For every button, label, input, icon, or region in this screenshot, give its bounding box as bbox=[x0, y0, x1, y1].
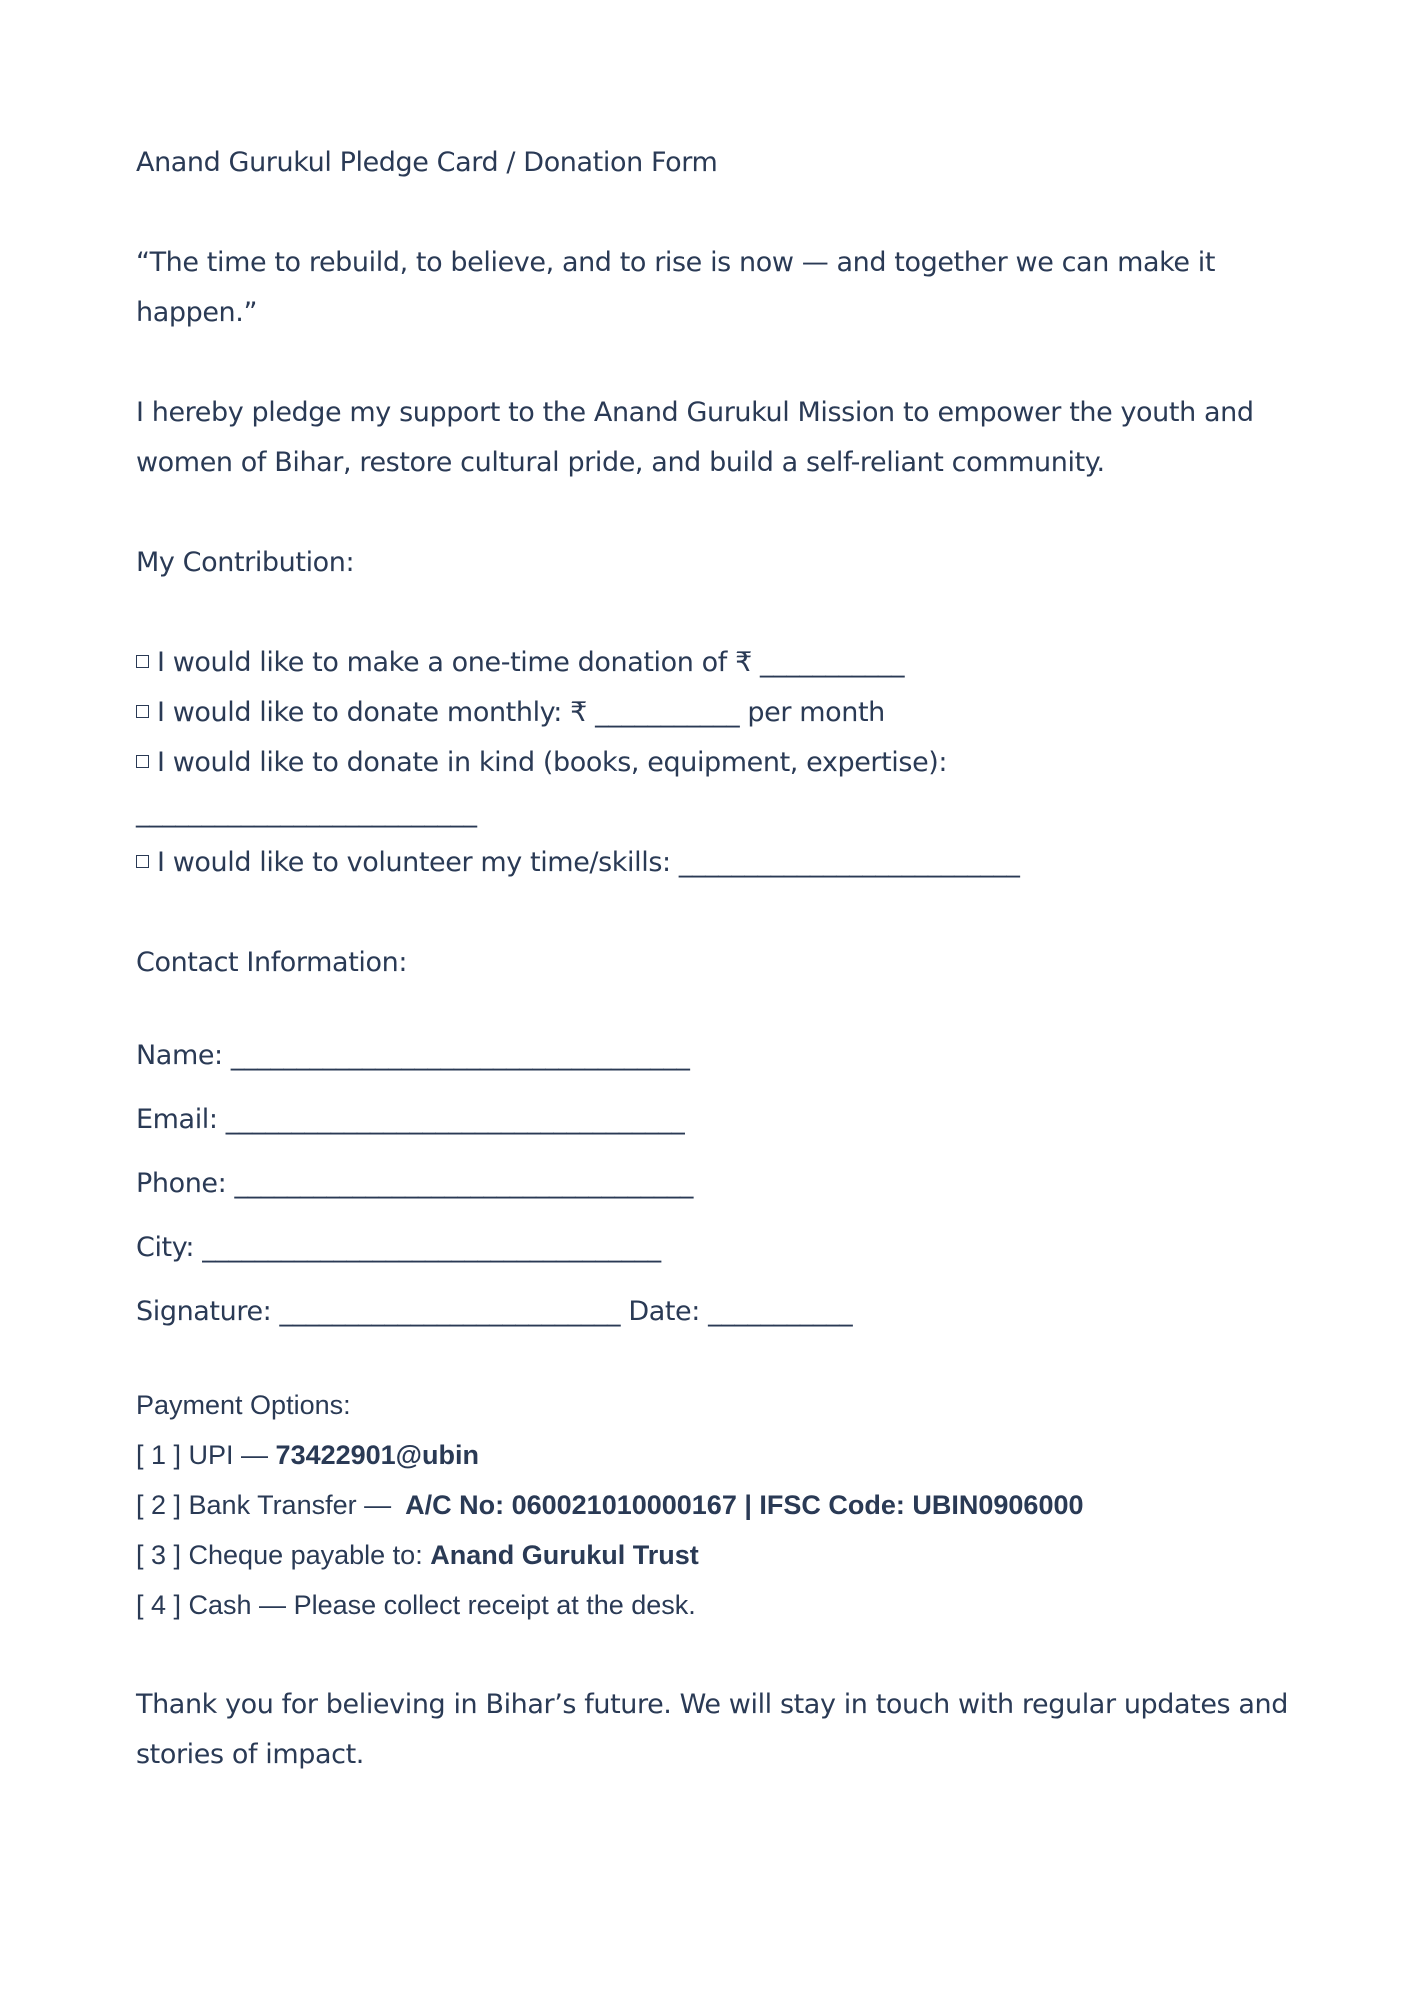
bank-details: A/C No: 060021010000167 | IFSC Code: UBIN0906000 bbox=[405, 1490, 1084, 1520]
cash-label: [ 4 ] Cash — bbox=[136, 1590, 294, 1620]
cheque-payee: Anand Gurukul Trust bbox=[430, 1540, 699, 1570]
signature-date-field[interactable]: Signature: __________________________ Date: ___________ bbox=[136, 1296, 853, 1327]
contribution-heading: My Contribution: bbox=[136, 547, 355, 578]
city-field[interactable]: City: ___________________________________ bbox=[136, 1232, 661, 1263]
pledge-line-1: I hereby pledge my support to the Anand Gurukul Mission to empower the youth and bbox=[136, 397, 1254, 428]
upi-label: [ 1 ] UPI — bbox=[136, 1440, 276, 1470]
option-monthly-label: I would like to donate monthly: ₹ ___________ per month bbox=[157, 697, 885, 728]
option-in-kind-label: I would like to donate in kind (books, equipment, expertise): bbox=[157, 747, 948, 778]
payment-heading: Payment Options: bbox=[136, 1390, 351, 1420]
payment-cash bbox=[136, 1580, 1296, 1630]
option-volunteer[interactable] bbox=[136, 838, 1296, 888]
cheque-label: [ 3 ] Cheque payable to: bbox=[136, 1540, 431, 1570]
pledge-form bbox=[136, 138, 1296, 1780]
checkbox-volunteer[interactable] bbox=[136, 855, 149, 868]
pledge-line-2: women of Bihar, restore cultural pride, and build a self-reliant community. bbox=[136, 447, 1105, 478]
in-kind-blank[interactable]: __________________________ bbox=[136, 797, 477, 828]
payment-cheque bbox=[136, 1530, 1296, 1580]
email-field[interactable]: Email: ___________________________________ bbox=[136, 1104, 685, 1135]
payment-bank bbox=[136, 1480, 1296, 1530]
contact-heading: Contact Information: bbox=[136, 947, 408, 978]
checkbox-in-kind[interactable] bbox=[136, 755, 149, 768]
quote-line-2: happen.” bbox=[136, 297, 258, 328]
option-one-time-label: I would like to make a one-time donation of ₹ ___________ bbox=[157, 647, 905, 678]
thanks-line-1: Thank you for believing in Bihar’s future. We will stay in touch with regular updates and bbox=[136, 1689, 1289, 1720]
bank-label: [ 2 ] Bank Transfer — bbox=[136, 1490, 392, 1520]
phone-field[interactable]: Phone: ___________________________________ bbox=[136, 1168, 694, 1199]
upi-id: 73422901@ubin bbox=[275, 1440, 479, 1470]
thanks-line-2: stories of impact. bbox=[136, 1739, 364, 1770]
checkbox-one-time[interactable] bbox=[136, 655, 149, 668]
name-field[interactable]: Name: ___________________________________ bbox=[136, 1040, 690, 1071]
option-monthly[interactable] bbox=[136, 688, 1296, 738]
option-volunteer-label: I would like to volunteer my time/skills: __________________________ bbox=[157, 847, 1020, 878]
form-title: Anand Gurukul Pledge Card / Donation Form bbox=[136, 147, 718, 178]
payment-options bbox=[136, 1380, 1296, 1630]
checkbox-monthly[interactable] bbox=[136, 705, 149, 718]
quote-line-1: “The time to rebuild, to believe, and to rise is now — and together we can make it bbox=[136, 247, 1216, 278]
option-in-kind[interactable] bbox=[136, 738, 1296, 788]
payment-upi bbox=[136, 1430, 1296, 1480]
option-one-time[interactable] bbox=[136, 638, 1296, 688]
cash-note: Please collect receipt at the desk. bbox=[293, 1590, 696, 1620]
